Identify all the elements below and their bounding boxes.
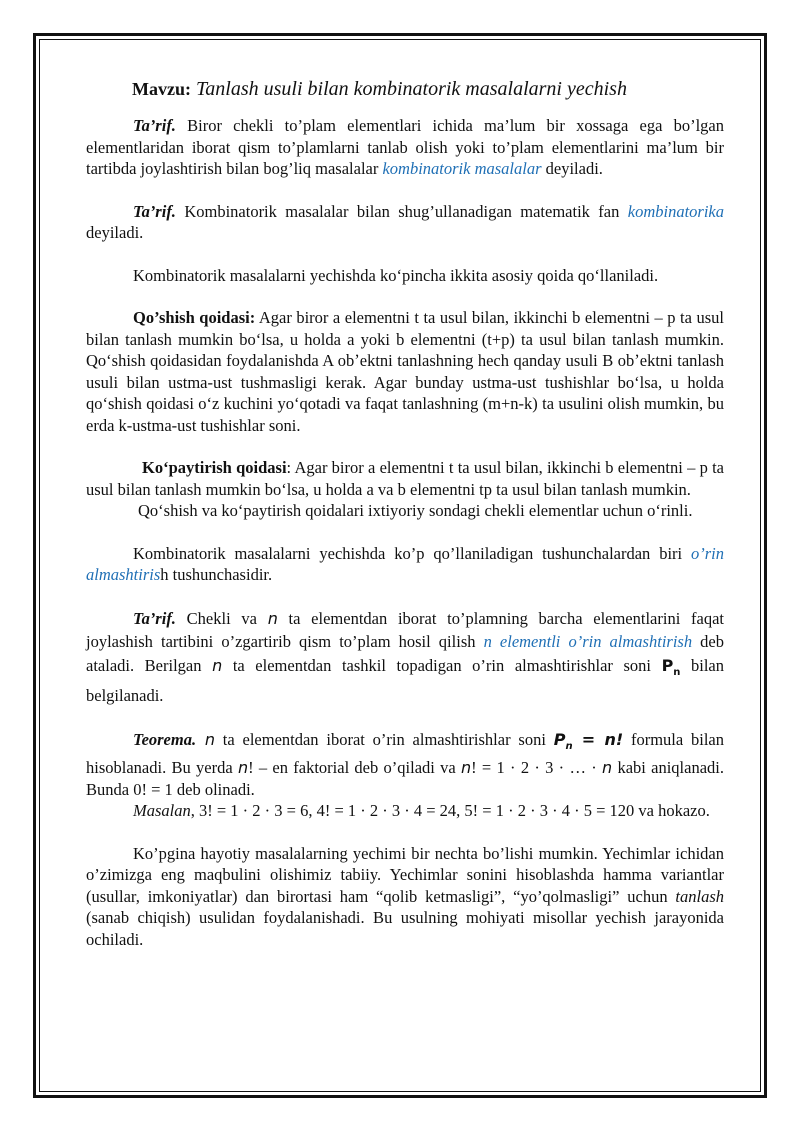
p7-text1: Kombinatorik masalalarni yechishda ko’p qo’llaniladigan tushunchalardan biri bbox=[133, 543, 691, 563]
document-title bbox=[86, 78, 724, 101]
math-P-subscript: n bbox=[673, 666, 681, 678]
paragraph-addition-rule bbox=[86, 307, 724, 436]
math-P: P bbox=[661, 655, 674, 675]
title-text: Tanlash usuli bilan kombinatorik masalalarni yechish bbox=[191, 78, 627, 100]
highlight-n-elementli-orin-almashtirish: n elementli o’rin almashtirish bbox=[483, 632, 693, 651]
p9-text5: kabi aniqlanadi. Bunda 0! = 1 deb olinadi. bbox=[86, 758, 724, 799]
p7-text2: h tushunchasidir. bbox=[160, 565, 273, 584]
term-tanlash: tanlash bbox=[675, 886, 724, 906]
math-n: n bbox=[461, 758, 472, 778]
math-n: n bbox=[212, 655, 223, 675]
math-n: n bbox=[237, 758, 249, 778]
formula-rest: = n! bbox=[572, 729, 624, 749]
p8-text2: ta elementdan iborat to’plamning barcha elementlarini faqat joylashish tartibini o’zgartirib qism to’plam hosil qilish bbox=[86, 608, 724, 651]
p8-text1: Chekli va bbox=[175, 608, 268, 628]
term-teorema: Teorema. bbox=[133, 729, 197, 749]
p9-text2: formula bilan hisoblanadi. Bu yerda bbox=[86, 729, 724, 778]
p9-text3: ! – en faktorial deb o’qiladi va bbox=[248, 758, 462, 778]
math-n: n bbox=[267, 608, 278, 628]
term-tarif-1: Ta’rif. bbox=[133, 116, 176, 135]
math-n: n bbox=[602, 758, 613, 778]
highlight-kombinatorika: kombinatorika bbox=[627, 201, 724, 221]
p5-text: : Agar biror a elementni t ta usul bilan, ikkinchi b elementni – p ta usul bilan tanlash mumkin boʻlsa, u holda a va b elementni tp ta usul bilan tanlash mumkin. bbox=[86, 458, 724, 499]
term-masalan: Masalan bbox=[133, 801, 191, 821]
p2-text2: deyiladi. bbox=[86, 223, 144, 242]
paragraph-theorem bbox=[86, 729, 724, 801]
paragraph-multiplication-rule bbox=[86, 457, 724, 500]
math-n: n bbox=[196, 729, 215, 749]
paragraph-rules-note: Qoʻshish va koʻpaytirish qoidalari ixtiyoriy sondagi chekli elementlar uchun oʻrinli. bbox=[138, 501, 693, 520]
p10-text: , 3! = 1 · 2 · 3 = 6, 4! = 1 · 2 · 3 · 4 = 24, 5! = 1 · 2 · 3 · 4 · 5 = 120 va hokazo. bbox=[190, 801, 710, 821]
p11-text2: (sanab chiqish) usulidan foydalanishadi. Bu usulning mohiyati misollar yechish jarayonida ochiladi. bbox=[86, 908, 724, 949]
p1-text2: deyiladi. bbox=[541, 159, 603, 178]
paragraph-definition-2 bbox=[86, 201, 724, 244]
term-tarif-2: Ta’rif. bbox=[133, 201, 176, 221]
paragraph-permutation-intro bbox=[86, 543, 724, 586]
paragraph-rules-intro: Kombinatorik masalalarni yechishda koʻpincha ikkita asosiy qoida qoʻllaniladi. bbox=[133, 265, 659, 285]
term-tarif-3: Ta’rif. bbox=[133, 608, 176, 628]
highlight-orin-almashtiris: o’rin almashtiris bbox=[86, 543, 724, 584]
p8-text3: deb ataladi. Berilgan bbox=[86, 632, 724, 675]
paragraph-selection-method bbox=[86, 843, 724, 951]
formula-subscript: n bbox=[565, 740, 573, 752]
title-colon: : bbox=[185, 79, 191, 99]
p4-text: Agar biror a elementni t ta usul bilan, ikkinchi b elementni – p ta usul bilan tanlash mumkin boʻlsa, u holda a yoki b elementni (t+p) ta usul bilan tanlash mumkin. Qoʻshish qoidasidan foydalanishda A obʼektni tanlashning hech qanday usuli B obʼektni tanlash usuli bilan ustma-ust tushmasligi kerak. Agar bunday ustma-ust tushishlar boʻlsa, u holda qoʻshish qoidasi oʻz kuchini yoʻqotadi va faqat tanlashning (m+n-k) ta usulini olish mumkin, bu erda k-ustma-ust tushishlar soni. bbox=[86, 308, 724, 435]
p11-text1: Ko’pgina hayotiy masalalarning yechimi bir nechta bo’lishi mumkin. Yechimlar ichidan o’zimizga eng maqbulini olishimiz tabiiy. Yechimlar sonini hisoblashda hamma variantlar (usullar, imkoniyatlar) dan birortasi ham “qolib ketmasligi”, “yo’qolmasligi” uchun bbox=[86, 843, 724, 906]
term-addition-rule: Qo’shish qoidasi: bbox=[133, 308, 256, 327]
highlight-kombinatorik-masalalar: kombinatorik masalalar bbox=[382, 159, 542, 178]
term-multiplication-rule: Koʻpaytirish qoidasi bbox=[142, 458, 287, 477]
p8-text5: bilan belgilanadi. bbox=[86, 655, 724, 706]
p2-text1: Kombinatorik masalalar bilan shug’ullanadigan matematik fan bbox=[175, 201, 628, 221]
formula-Pn-equals-n-factorial bbox=[553, 729, 624, 752]
p1-text1: Biror chekli to’plam elementlari ichida ma’lum bir xossaga ega bo’lgan elementlaridan iborat qism to’plamlarni tanlab olish yoki to’plam elementlarini ma’lum bir tartibda joylashtirish bilan bog’liq masalalar bbox=[86, 116, 724, 178]
paragraph-example bbox=[86, 800, 724, 822]
paragraph-definition-3 bbox=[86, 607, 724, 708]
p8-text4: ta elementdan tashkil topadigan o’rin almashtirishlar soni bbox=[222, 655, 662, 675]
math-Pn bbox=[661, 655, 681, 678]
paragraph-definition-1 bbox=[86, 115, 724, 180]
p9-text1: ta elementdan iborat o’rin almashtirishlar soni bbox=[215, 729, 554, 749]
p9-text4: ! = 1 · 2 · 3 · … · bbox=[471, 758, 603, 778]
formula-P: P bbox=[553, 729, 566, 749]
title-label: Mavzu bbox=[132, 79, 185, 99]
document-body bbox=[86, 78, 724, 950]
